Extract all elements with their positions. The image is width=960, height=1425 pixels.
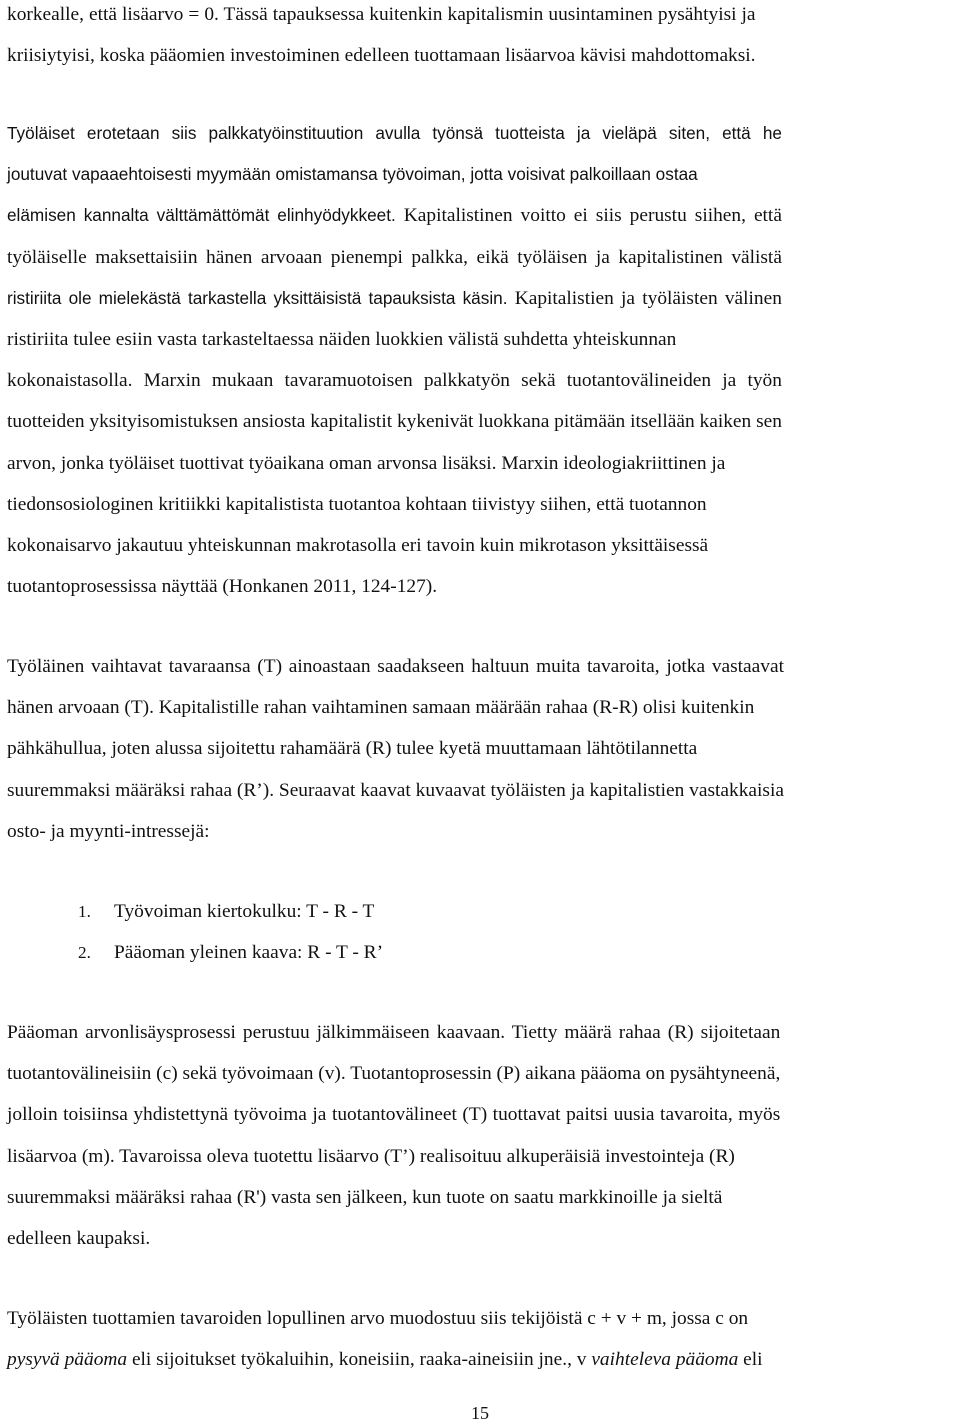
text-segment: Kapitalistinen voitto ei siis perustu siihen, että <box>395 205 782 227</box>
text-line: Työläinen vaihtavat tavaraansa (T) ainoastaan saadakseen haltuun muita tavaroita, jotka vastaavat <box>7 656 784 677</box>
text-line: jolloin toisiinsa yhdistettynä työvoima ja tuotantovälineet (T) tuottavat paitsi uusia tavaroita, myös <box>7 1104 781 1126</box>
text-segment: Kapitalistien ja työläisten välinen <box>507 287 782 309</box>
text-line: korkealle, että lisäarvo = 0. Tässä tapauksessa kuitenkin kapitalismin uusintaminen pysähtyisi ja <box>7 4 756 25</box>
list-text: Työvoiman kiertokulku: T - R - T <box>114 901 375 922</box>
page-number: 15 <box>471 1403 489 1423</box>
text-line: työläiselle maksettaisiin hänen arvoaan pienempi palkka, eikä työläisen ja kapitalistinen välistä <box>7 246 782 268</box>
text-line: hänen arvoaan (T). Kapitalistille rahan vaihtaminen samaan määrään rahaa (R-R) olisi kuitenkin <box>7 697 755 719</box>
paragraph-4 <box>7 1012 780 1259</box>
text-line: kokonaistasolla. Marxin mukaan tavaramuotoisen palkkatyön sekä tuotantovälineiden ja työn <box>7 370 782 392</box>
text-line: tiedonsosiologinen kritiikki kapitalistista tuotantoa kohtaan tiivistyy siihen, että tuotannon <box>7 493 707 515</box>
text-line: suuremmaksi määräksi rahaa (R') vasta sen jälkeen, kun tuote on saatu markkinoille ja sieltä <box>7 1186 723 1208</box>
text-line: ristiriita tulee esiin vasta tarkasteltaessa näiden luokkien välistä suhdetta yhteiskunnan <box>7 328 677 350</box>
list-item <box>78 932 383 973</box>
text-line: tuotteiden yksityisomistuksen ansiosta kapitalistit kykenivät luokkana pitämään itsellään kaiken sen <box>7 411 782 433</box>
emphasis-term: vaihteleva pääoma <box>591 1349 739 1371</box>
emphasis-term: pysyvä pääoma <box>7 1349 128 1371</box>
text-line: arvon, jonka työläiset tuottivat työaikana oman arvonsa lisäksi. Marxin ideologiakriittinen ja <box>7 452 726 474</box>
text-line: tuotantovälineisiin (c) sekä työvoimaan (v). Tuotantoprosessin (P) aikana pääoma on pysähtyneenä, <box>7 1063 781 1085</box>
text-line: Pääoman arvonlisäysprosessi perustuu jälkimmäiseen kaavaan. Tietty määrä rahaa (R) sijoitetaan <box>7 1022 781 1043</box>
text-line: lisäarvoa (m). Tavaroissa oleva tuotettu lisäarvo (T’) realisoituu alkuperäisiä investointeja (R) <box>7 1145 735 1167</box>
text-line: osto- ja myynti-intressejä: <box>7 820 210 842</box>
paragraph-3 <box>7 646 784 852</box>
text-line: kokonaisarvo jakautuu yhteiskunnan makrotasolla eri tavoin kuin mikrotason yksittäisessä <box>7 534 709 556</box>
text-line: kriisiytyisi, koska pääomien investoiminen edelleen tuottamaan lisäarvoa kävisi mahdottomaksi. <box>7 45 756 67</box>
text-line <box>7 195 782 236</box>
text-line: edelleen kaupaksi. <box>7 1227 151 1249</box>
text-line: suuremmaksi määräksi rahaa (R’). Seuraavat kaavat kuvaavat työläisten ja kapitalistien vastakkaisia <box>7 779 784 801</box>
text-line: joutuvat vapaaehtoisesti myymään omistamansa työvoiman, jotta voisivat palkoillaan ostaa <box>7 164 698 185</box>
text-line <box>7 1339 763 1380</box>
text-segment: eli sijoitukset työkaluihin, koneisiin, raaka-aineisiin jne., v <box>127 1349 592 1371</box>
list-text: Pääoman yleinen kaava: R - T - R’ <box>114 942 384 964</box>
paragraph-1 <box>7 0 756 76</box>
text-line: Työläiset erotetaan siis palkkatyöinstituution avulla työnsä tuotteista ja vieläpä siten, että he <box>7 123 782 143</box>
list-number: 2. <box>78 943 91 963</box>
text-segment: eli <box>738 1349 763 1371</box>
list-number: 1. <box>78 902 91 921</box>
text-line: pähkähullua, joten alussa sijoitettu rahamäärä (R) tulee kyetä muuttamaan lähtötilannetta <box>7 738 698 760</box>
paragraph-5 <box>7 1298 763 1380</box>
text-line: tuotantoprosessissa näyttää (Honkanen 2011, 124-127). <box>7 576 438 598</box>
text-segment: ristiriita ole mielekästä tarkastella yksittäisistä tapauksista käsin. <box>7 287 508 308</box>
text-line <box>7 278 782 319</box>
list-item <box>78 891 383 932</box>
text-segment: elämisen kannalta välttämättömät elinhyödykkeet. <box>7 205 396 226</box>
text-line: Työläisten tuottamien tavaroiden lopullinen arvo muodostuu siis tekijöistä c + v + m, jossa c on <box>7 1308 749 1329</box>
formula-list <box>78 891 383 973</box>
paragraph-2 <box>7 113 782 607</box>
